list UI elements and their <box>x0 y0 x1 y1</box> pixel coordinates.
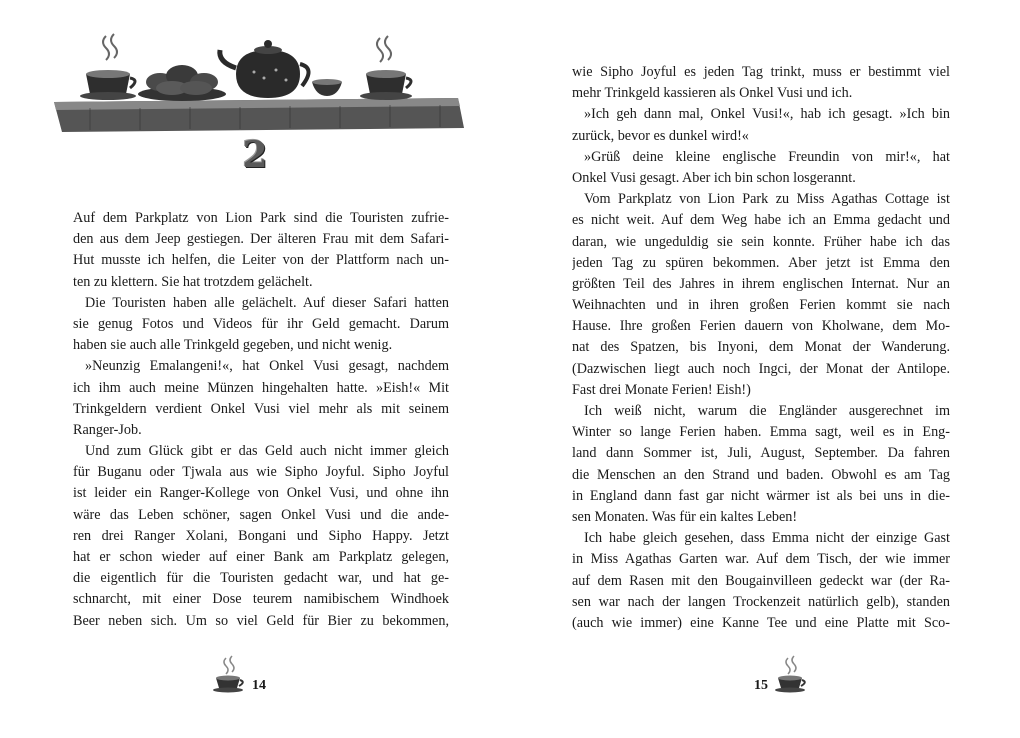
text-line: wäre das Leben schöner, sagen Onkel Vusi und die ande- <box>73 506 449 523</box>
text-line: haben sie auch alle Trinkgeld gegeben, und nicht wenig. <box>73 337 393 354</box>
page-number: 15 <box>754 678 768 693</box>
text-line: Weihnachten und in ihren großen Ferien kommt sie nach <box>572 297 950 314</box>
text-line: Fast drei Monate Ferien! Eish!) <box>572 381 751 398</box>
left-body-text <box>73 208 449 632</box>
tea-table-illustration-icon <box>50 28 470 138</box>
text-line: es nicht weit. Auf dem Weg habe ich an Emma gedacht und <box>572 212 950 229</box>
text-line: »Ich geh dann mal, Onkel Vusi!«, hab ich gesagt. »Ich bin <box>584 106 950 123</box>
text-line: für Buganu oder Tjwala aus wie Sipho Joyful. Sipho Joyful <box>73 464 449 481</box>
text-line: die Menschen an den Strand und baden. Obwohl es am Tag <box>572 466 950 483</box>
text-line: Die Touristen haben alle gelächelt. Auf dieser Safari hatten <box>85 294 449 311</box>
text-line: »Grüß deine kleine englische Freundin von mir!«, hat <box>584 148 950 165</box>
text-line: jeden Tag zu spüren bekommen. Aber jetzt ist Emma den <box>572 254 950 271</box>
text-line: Ranger-Job. <box>73 421 142 438</box>
steaming-teacup-icon <box>212 654 246 694</box>
text-line: schnarcht, mit einer Dose teurem namibischem Windhoek <box>73 591 449 608</box>
text-line: ist leider ein Ranger-Kollege von Onkel Vusi, und ohne ihn <box>73 485 449 502</box>
left-page-footer <box>212 654 292 694</box>
text-line: »Neunzig Emalangeni!«, hat Onkel Vusi gesagt, nachdem <box>85 358 449 375</box>
text-line: Hut musste ich helfen, die Leiter von der Plattform nach un- <box>73 252 449 269</box>
text-line: Und zum Glück gibt er das Geld auch nicht immer gleich <box>85 443 449 460</box>
text-line: wie Sipho Joyful es jeden Tag trinkt, muss er bestimmt viel <box>572 64 950 80</box>
text-line: größten Teil des Jahres in ihrem englischen Internat. Nur an <box>572 275 950 292</box>
text-line: sen Monaten. Was für ein kaltes Leben! <box>572 508 798 525</box>
text-line: ich ihm auch meine Münzen hingehalten hatte. »Eish!« Mit <box>73 379 449 396</box>
text-line: (Dazwischen liegt auch noch Ingci, der Monat der Antilope. <box>572 360 950 377</box>
text-line: sie genug Fotos und Videos für ihr Geld gemacht. Darum <box>73 315 449 332</box>
text-line: mehr Trinkgeld kassieren als Onkel Vusi und ich. <box>572 85 853 102</box>
text-line: daran, wie ungeduldig sie sein konnte. Früher habe ich das <box>572 233 950 250</box>
chapter-number: 2 <box>242 134 268 176</box>
text-line: hat er schon wieder auf einer Bank am Parkplatz gelegen, <box>73 549 449 565</box>
text-line: land dann Sommer ist, Juli, August, September. Da fahren <box>572 445 950 462</box>
text-line: Vom Parkplatz von Lion Park zu Miss Agathas Cottage ist <box>584 191 950 208</box>
text-line: auf dem Rasen mit den Bougainvilleen gedeckt war (der Ra- <box>572 572 950 589</box>
text-line: Onkel Vusi gesagt. Aber ich bin schon losgerannt. <box>572 169 856 186</box>
text-line: die eigentlich für die Touristen gedacht war, und hat ge- <box>73 570 449 587</box>
text-line: sen war nach der langen Trockenzeit natürlich gelb), standen <box>572 593 950 610</box>
right-body-text <box>572 62 950 634</box>
text-line: in Miss Agathas Garten war. Auf dem Tisch, der wie immer <box>572 551 950 568</box>
text-line: zurück, bevor es dunkel wird!« <box>572 127 749 144</box>
text-line: den aus dem Jeep gestiegen. Der älteren Frau mit dem Safari- <box>73 231 449 248</box>
page-number: 14 <box>252 678 266 693</box>
text-line: (auch wie immer) eine Kanne Tee und eine Platte mit Sco- <box>572 614 950 631</box>
text-line: ren drei Ranger Xolani, Bongani und Sipho Happy. Jetzt <box>73 527 449 544</box>
text-line: in England dann fast gar nicht wärmer ist als bei uns in die- <box>572 487 950 504</box>
steaming-teacup-icon <box>774 654 808 694</box>
right-page <box>510 0 1020 738</box>
text-line: Beer neben sich. Um so viel Geld für Bier zu bekommen, <box>73 612 449 629</box>
text-line: ten zu klettern. Sie hat trotzdem gelächelt. <box>73 273 313 290</box>
text-line: Auf dem Parkplatz von Lion Park sind die Touristen zufrie- <box>73 210 449 226</box>
text-line: nat des Spatzen, bis Inyoni, dem Monat der Wanderung. <box>572 339 950 356</box>
text-line: Winter so lange Ferien haben. Emma sagt, weil es in Eng- <box>572 424 950 441</box>
text-line: Hause. Ihre großen Ferien dauern von Kholwane, dem Mo- <box>572 318 950 335</box>
text-line: Trinkgeldern verdient Onkel Vusi viel mehr als mit seinem <box>73 400 449 417</box>
right-page-footer <box>750 654 830 694</box>
text-line: Ich habe gleich gesehen, dass Emma nicht der einzige Gast <box>584 530 950 547</box>
text-line: Ich weiß nicht, warum die Engländer ausgerechnet im <box>584 403 950 419</box>
